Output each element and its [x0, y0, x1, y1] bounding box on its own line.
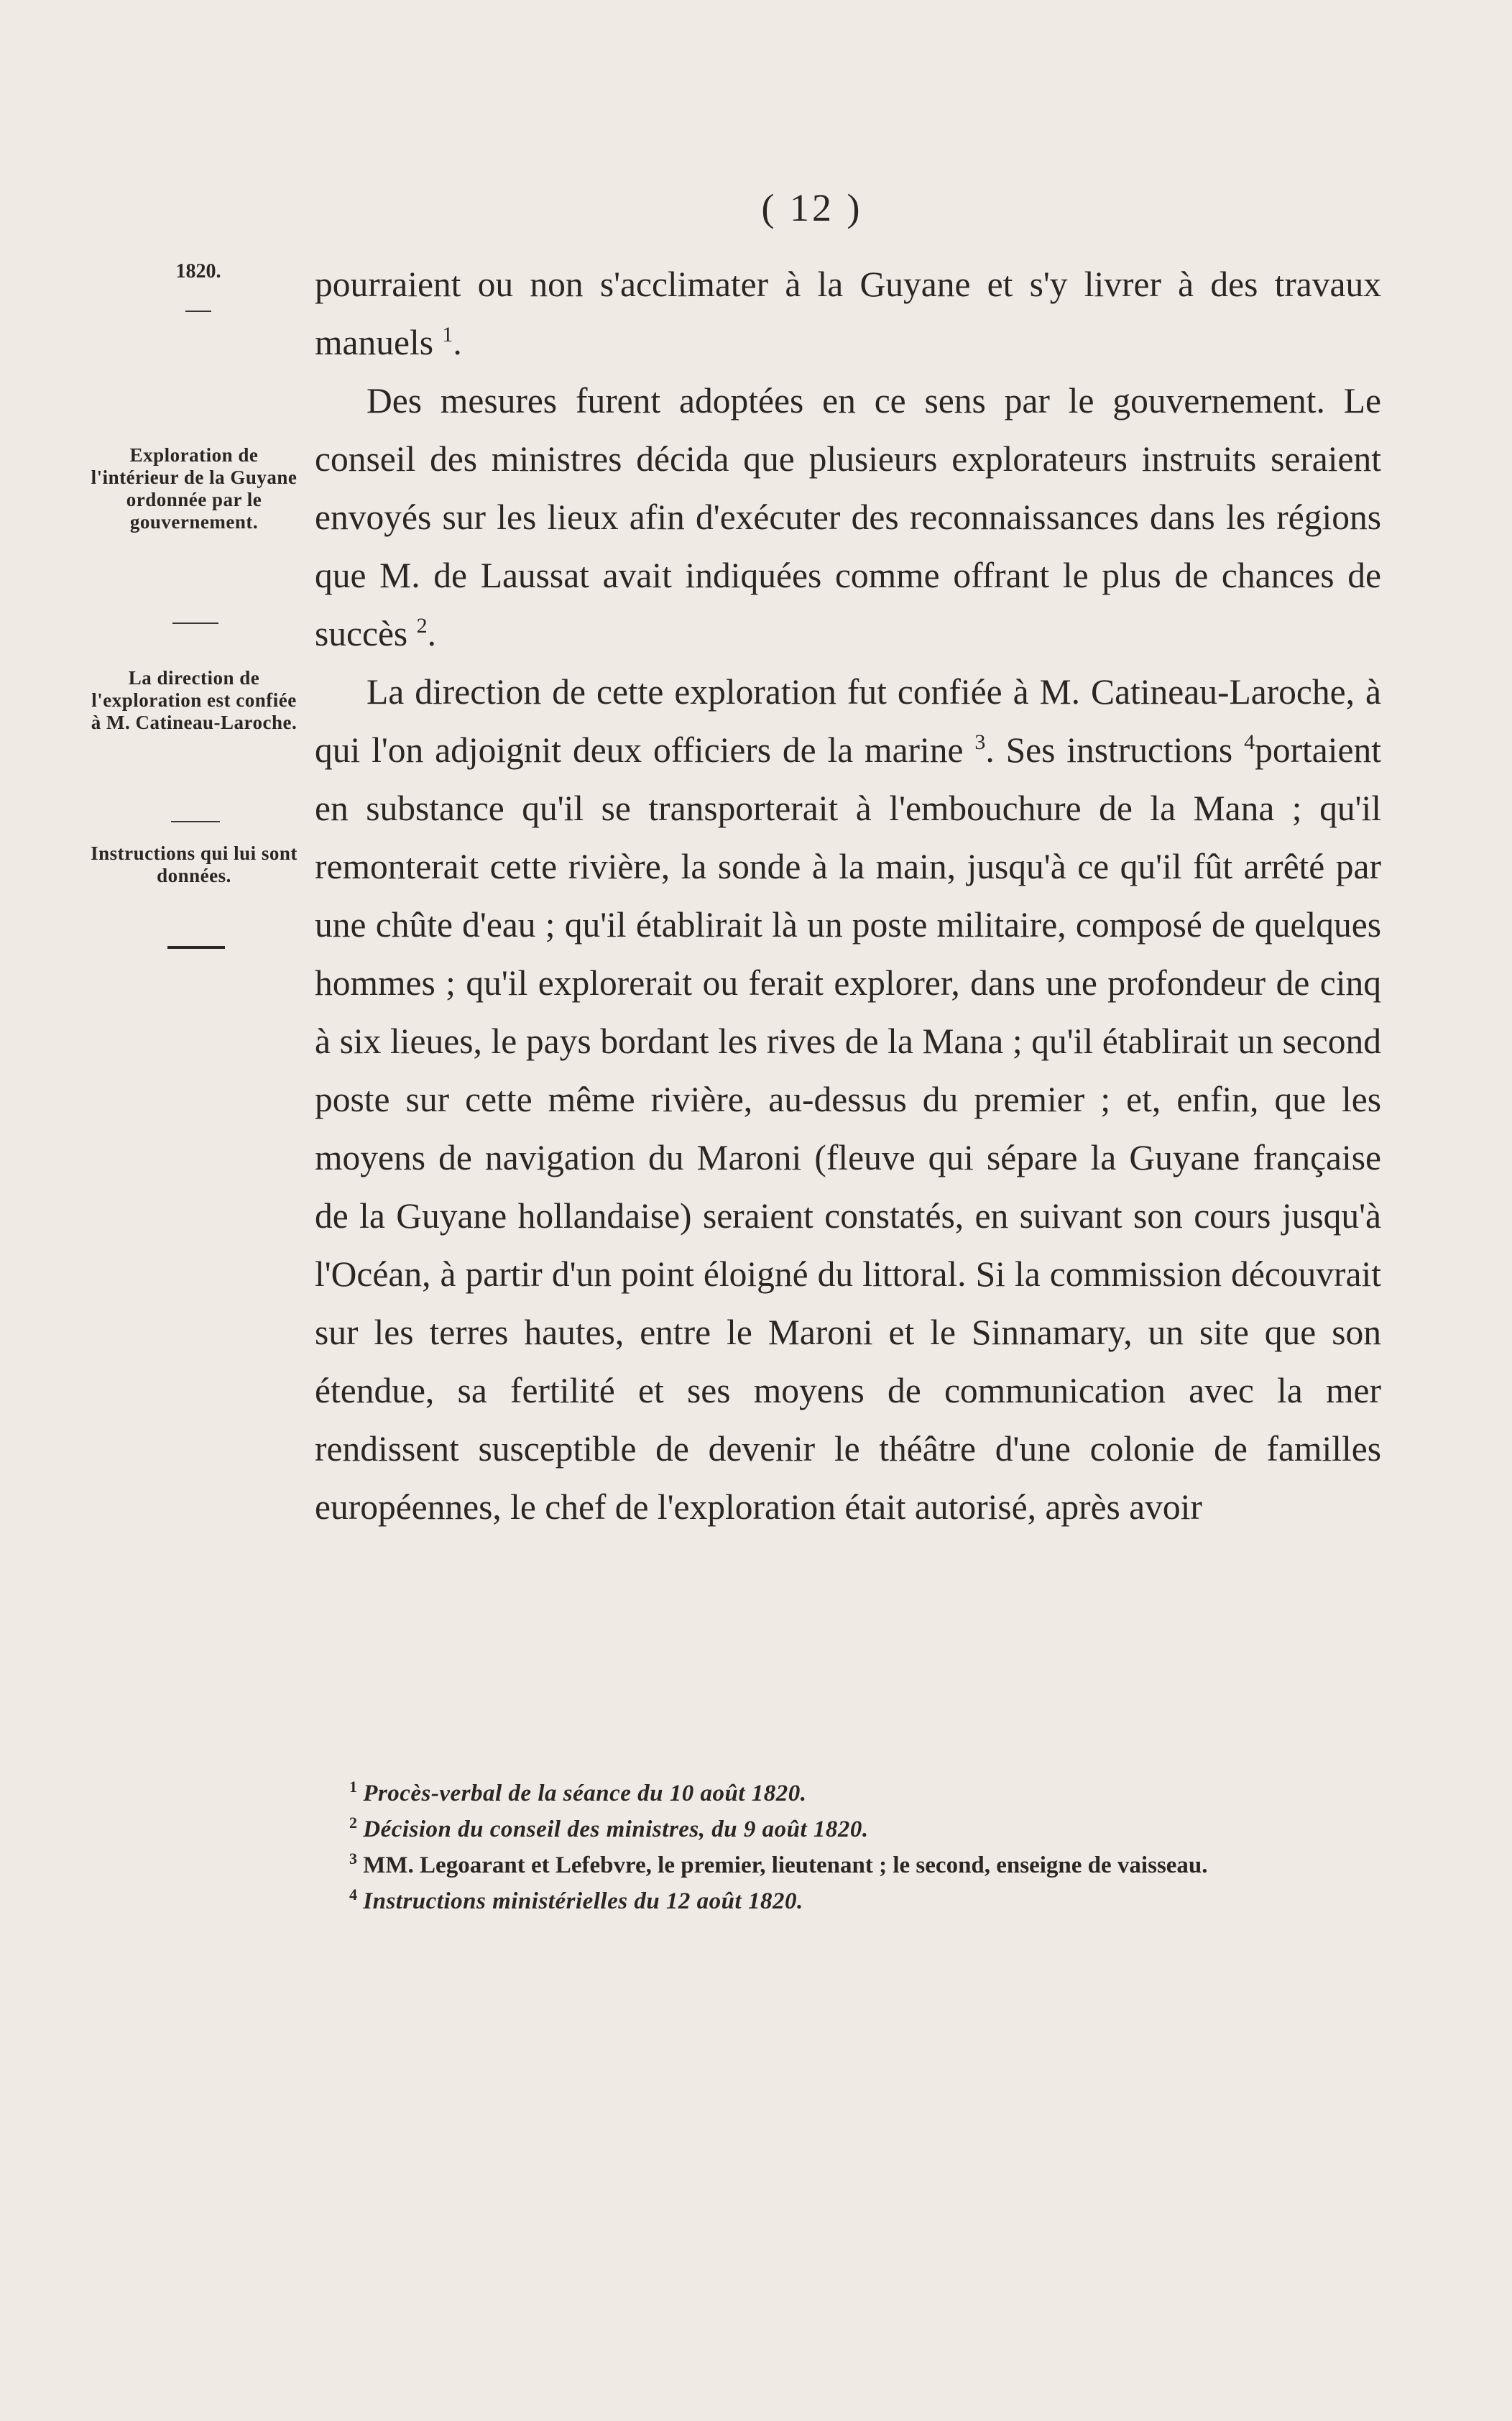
- margin-rule: [185, 311, 211, 312]
- footnotes: [315, 1775, 1381, 1919]
- page-number: ( 12 ): [761, 186, 863, 229]
- footnote: [315, 1883, 1381, 1919]
- paragraph: [315, 663, 1381, 1536]
- footnote-number: 1: [349, 1778, 357, 1796]
- main-text: [315, 255, 1381, 1536]
- footnote-ref: 4: [1244, 730, 1255, 754]
- footnote-text: Procès-verbal de la séance du 10 août 1820.: [363, 1781, 807, 1806]
- footnote-ref: 1: [442, 323, 453, 346]
- margin-note-exploration: Exploration de l'intérieur de la Guyane ordonnée par le gouvernement.: [91, 444, 298, 533]
- footnote-number: 4: [349, 1885, 357, 1903]
- footnote-number: 2: [349, 1814, 357, 1832]
- margin-year: 1820.: [175, 260, 221, 282]
- footnote-text: MM. Legoarant et Lefebvre, le premier, lieutenant ; le second, enseigne de vaisseau.: [363, 1852, 1208, 1878]
- paragraph-text: Des mesures furent adoptées en ce sens par le gouvernement. Le conseil des ministres décida que plusieurs explorateurs instruits seraient envoyés sur les lieux afin d'exécuter des reconnaissances dans les régions que M. de Laussat avait indiquées comme offrant le plus de chances de succès: [315, 381, 1381, 653]
- paragraph-text: portaient en substance qu'il se transporterait à l'embouchure de la Mana ; qu'il remonterait cette rivière, la sonde à la main, jusqu'à ce qu'il fût arrêté par une chûte d'eau ; qu'il établirait là un poste militaire, composé de quelques hommes ; qu'il explorerait ou ferait explorer, dans une profondeur de cinq à six lieues, le pays bordant les rives de la Mana ; qu'il établirait un second poste sur cette même rivière, au-dessus du premier ; et, enfin, que les moyens de navigation du Maroni (fleuve qui sépare la Guyane française de la Guyane hollandaise) seraient constatés, en suivant son cours jusqu'à l'Océan, à partir d'un point éloigné du littoral. Si la commission découvrait sur les terres hautes, entre le Maroni et le Sinnamary, un site que son étendue, sa fertilité et ses moyens de communication avec la mer rendissent susceptible de devenir le théâtre d'une colonie de familles européennes, le chef de l'exploration était autorisé, après avoir: [315, 730, 1381, 1527]
- footnote-text: Instructions ministérielles du 12 août 1820.: [363, 1888, 803, 1914]
- footnote-ref: 3: [974, 730, 986, 754]
- paragraph-text: pourraient ou non s'acclimater à la Guyane et s'y livrer à des travaux manuels: [315, 265, 1381, 362]
- margin-note-instructions: Instructions qui lui sont données.: [91, 842, 298, 886]
- margin-rule: [172, 623, 218, 624]
- margin-note-direction: La direction de l'exploration est confiée à M. Catineau-Laroche.: [91, 667, 298, 733]
- footnote: [315, 1775, 1381, 1811]
- paragraph: [315, 372, 1381, 663]
- footnote-text: Décision du conseil des ministres, du 9 août 1820.: [363, 1816, 869, 1842]
- footnote-number: 3: [349, 1850, 357, 1868]
- punctuation: .: [427, 614, 436, 653]
- paragraph-text: La direction de cette exploration fut confiée à M. Catineau-Laroche, à qui l'on adjoignit deux officiers de la marine: [315, 672, 1381, 770]
- paragraph-text: . Ses instructions: [985, 730, 1233, 770]
- margin-rule: [167, 946, 225, 949]
- punctuation: .: [453, 323, 462, 362]
- margin-rule: [171, 821, 220, 822]
- footnote-ref: 2: [416, 614, 428, 638]
- paragraph: [315, 255, 1381, 372]
- footnote: [315, 1811, 1381, 1847]
- footnote: [315, 1847, 1381, 1883]
